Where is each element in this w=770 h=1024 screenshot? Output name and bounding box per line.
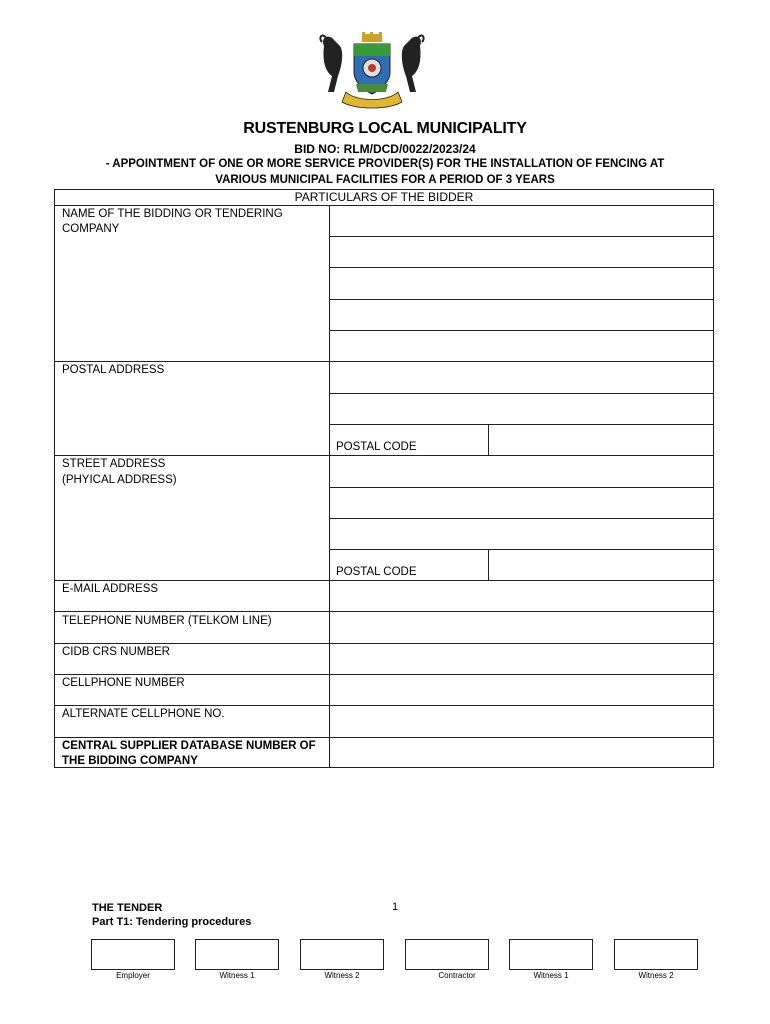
email-field[interactable]	[330, 581, 713, 611]
telephone-field[interactable]	[330, 612, 713, 643]
physical-address-label: (PHYICAL ADDRESS)	[62, 474, 177, 486]
municipality-title: RUSTENBURG LOCAL MUNICIPALITY	[243, 120, 527, 137]
company-name-field-2[interactable]	[330, 237, 713, 267]
alt-cellphone-label: ALTERNATE CELLPHONE NO.	[62, 708, 225, 720]
company-name-field-1[interactable]	[330, 206, 713, 236]
email-label: E-MAIL ADDRESS	[62, 583, 159, 595]
page-number: 1	[392, 901, 399, 913]
signature-box-witness-2[interactable]	[300, 939, 384, 970]
signature-label-witness-2: Witness 2	[324, 971, 360, 980]
street-postal-code-field[interactable]	[489, 550, 713, 580]
section-title: PARTICULARS OF THE BIDDER	[55, 190, 713, 206]
csd-label-line-1: CENTRAL SUPPLIER DATABASE NUMBER OF	[62, 740, 316, 752]
bidder-particulars-table	[54, 189, 714, 768]
postal-address-label: POSTAL ADDRESS	[62, 364, 165, 376]
csd-number-field[interactable]	[330, 738, 713, 768]
signature-label-witness-1: Witness 1	[219, 971, 255, 980]
postal-address-field-1[interactable]	[330, 362, 713, 393]
bid-description-line-2: VARIOUS MUNICIPAL FACILITIES FOR A PERIOD OF 3 YEARS	[215, 174, 555, 186]
telephone-label: TELEPHONE NUMBER (TELKOM LINE)	[62, 615, 272, 627]
cidb-label: CIDB CRS NUMBER	[62, 646, 170, 658]
footer-doc-info	[92, 901, 251, 929]
cellphone-field[interactable]	[330, 675, 713, 705]
bid-description-line-1: - APPOINTMENT OF ONE OR MORE SERVICE PROVIDER(S) FOR THE INSTALLATION OF FENCING AT	[105, 158, 665, 170]
company-name-label: NAME OF THE BIDDING OR TENDERING COMPANY	[62, 208, 283, 235]
cidb-field[interactable]	[330, 644, 713, 674]
signature-box-witness-1[interactable]	[195, 939, 279, 970]
footer-doc-title: THE TENDER	[92, 902, 163, 914]
company-name-field-3[interactable]	[330, 268, 713, 299]
cellphone-label: CELLPHONE NUMBER	[62, 677, 185, 689]
bid-number: BID NO: RLM/DCD/0022/2023/24	[294, 142, 476, 156]
street-address-field-3[interactable]	[330, 519, 713, 549]
street-address-field-1[interactable]	[330, 456, 713, 487]
signature-box-contractor[interactable]	[405, 939, 489, 970]
signature-label-contractor: Contractor	[438, 971, 476, 980]
municipal-crest-logo	[316, 32, 428, 110]
signature-box-contractor-witness-2[interactable]	[614, 939, 698, 970]
alt-cellphone-field[interactable]	[330, 706, 713, 737]
signature-label-contractor-witness-2: Witness 2	[638, 971, 674, 980]
company-name-field-4[interactable]	[330, 300, 713, 330]
signature-box-employer[interactable]	[91, 939, 175, 970]
postal-code-field[interactable]	[489, 425, 713, 455]
csd-label-line-2: THE BIDDING COMPANY	[62, 755, 198, 767]
company-name-field-5[interactable]	[330, 331, 713, 361]
postal-address-field-2[interactable]	[330, 394, 713, 424]
street-address-field-2[interactable]	[330, 488, 713, 518]
street-address-label: STREET ADDRESS	[62, 458, 166, 470]
street-postal-code-label: POSTAL CODE	[336, 566, 417, 578]
signature-label-contractor-witness-1: Witness 1	[533, 971, 569, 980]
signature-label-employer: Employer	[116, 971, 150, 980]
footer-doc-part: Part T1: Tendering procedures	[92, 916, 252, 928]
postal-code-label: POSTAL CODE	[336, 441, 417, 453]
signature-box-contractor-witness-1[interactable]	[509, 939, 593, 970]
